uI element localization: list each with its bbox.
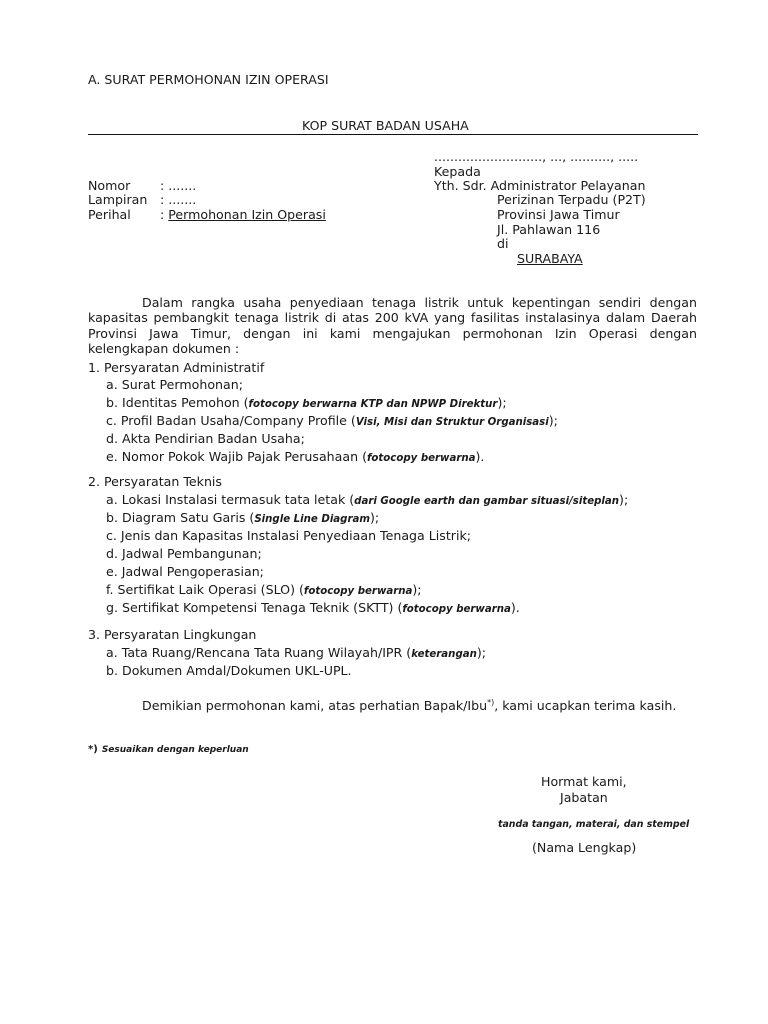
item-text: a. Lokasi Instalasi termasuk tata letak (	[106, 492, 355, 507]
item-suffix: );	[619, 492, 629, 507]
section-2-title: 2. Persyaratan Teknis	[88, 474, 222, 489]
list-item	[106, 510, 379, 527]
recipient-city: SURABAYA	[517, 251, 583, 266]
item-text: b. Diagram Satu Garis (	[106, 510, 255, 525]
footnote-mark: *)	[88, 744, 98, 755]
section-1-title: 1. Persyaratan Administratif	[88, 360, 265, 375]
letterhead-title: KOP SURAT BADAN USAHA	[302, 118, 469, 133]
item-text: e. Nomor Pokok Wajib Pajak Perusahaan (	[106, 449, 367, 464]
list-item	[106, 645, 486, 662]
item-text: c. Profil Badan Usaha/Company Profile (	[106, 413, 356, 428]
item-suffix: );	[370, 510, 380, 525]
item-text: e. Jadwal Pengoperasian;	[106, 564, 264, 579]
list-item	[106, 564, 264, 579]
closing-footnote-mark: *)	[487, 698, 495, 707]
list-item	[106, 377, 243, 392]
list-item	[106, 413, 558, 430]
item-note: fotocopy berwarna	[303, 586, 413, 597]
item-suffix: ).	[510, 600, 520, 615]
closing-text: Demikian permohonan kami, atas perhatian Bapak/Ibu	[142, 698, 488, 714]
date-line: ..........................., ..., .........., .....	[434, 149, 639, 164]
perihal-label: Perihal	[88, 207, 131, 222]
list-item	[106, 449, 484, 466]
section-heading: A. SURAT PERMOHONAN IZIN OPERASI	[88, 72, 329, 87]
item-note: dari Google earth dan gambar situasi/siteplan	[354, 496, 620, 507]
item-text: b. Dokumen Amdal/Dokumen UKL-UPL.	[106, 663, 352, 678]
item-note: fotocopy berwarna KTP dan NPWP Direktur	[248, 399, 498, 410]
footnote-text: Sesuaikan dengan keperluan	[101, 745, 249, 755]
item-note: Visi, Misi dan Struktur Organisasi	[355, 417, 549, 428]
perihal-value: Permohonan Izin Operasi	[168, 207, 326, 222]
lampiran-label: Lampiran	[88, 192, 148, 207]
list-item	[106, 546, 262, 561]
signature-name: (Nama Lengkap)	[532, 840, 637, 855]
item-suffix: );	[497, 395, 507, 410]
recipient-line-5: di	[497, 236, 509, 251]
section-3-title: 3. Persyaratan Lingkungan	[88, 627, 257, 642]
signature-regards: Hormat kami,	[541, 774, 627, 789]
list-item	[106, 528, 471, 543]
nomor-value: : .......	[160, 178, 197, 193]
letterhead-divider	[88, 134, 698, 135]
list-item	[106, 663, 352, 678]
item-suffix: ).	[475, 449, 485, 464]
perihal-colon: :	[160, 207, 169, 222]
perihal-field	[160, 207, 326, 222]
item-suffix: );	[476, 645, 487, 660]
item-text: g. Sertifikat Kompetensi Tenaga Teknik (SKTT) (	[106, 600, 403, 615]
item-note: Single Line Diagram	[254, 514, 370, 525]
recipient-kepada: Kepada	[434, 164, 481, 179]
item-suffix: );	[412, 582, 422, 597]
signature-note: tanda tangan, materai, dan stempel	[498, 819, 690, 830]
recipient-line-1: Yth. Sdr. Administrator Pelayanan	[434, 178, 646, 193]
list-item	[106, 600, 520, 617]
closing-text-end: , kami ucapkan terima kasih.	[494, 698, 677, 714]
item-text: f. Sertifikat Laik Operasi (SLO) (	[106, 582, 304, 597]
list-item	[106, 582, 422, 599]
footnote	[88, 740, 249, 758]
item-note: fotocopy berwarna	[402, 604, 511, 615]
item-text: a. Tata Ruang/Rencana Tata Ruang Wilayah/IPR (	[106, 645, 412, 660]
lampiran-value: : .......	[160, 192, 197, 207]
list-item	[106, 395, 507, 412]
item-text: d. Akta Pendirian Badan Usaha;	[106, 431, 305, 446]
item-text: a. Surat Permohonan;	[106, 377, 243, 392]
item-text: c. Jenis dan Kapasitas Instalasi Penyediaan Tenaga Listrik;	[106, 528, 472, 543]
nomor-label: Nomor	[88, 178, 131, 193]
recipient-line-3: Provinsi Jawa Timur	[497, 207, 620, 222]
recipient-line-2: Perizinan Terpadu (P2T)	[497, 192, 646, 207]
item-note: fotocopy berwarna	[367, 453, 476, 464]
item-text: d. Jadwal Pembangunan;	[106, 546, 262, 561]
list-item	[106, 431, 305, 446]
signature-position: Jabatan	[560, 790, 608, 805]
item-suffix: );	[548, 413, 558, 428]
intro-paragraph: Dalam rangka usaha penyediaan tenaga listrik untuk kepentingan sendiri dengan kapasitas pembangkit tenaga listrik di atas 200 kVA yang fasilitas instalasinya dalam Daerah Provinsi Jawa Timur, dengan ini kami mengajukan permohonan Izin Operasi dengan kelengkapan dokumen :	[88, 295, 697, 357]
closing-paragraph	[88, 695, 697, 714]
recipient-line-4: Jl. Pahlawan 116	[497, 222, 601, 237]
list-item	[106, 492, 628, 509]
item-note: keterangan	[411, 649, 477, 660]
item-text: b. Identitas Pemohon (	[106, 395, 249, 410]
